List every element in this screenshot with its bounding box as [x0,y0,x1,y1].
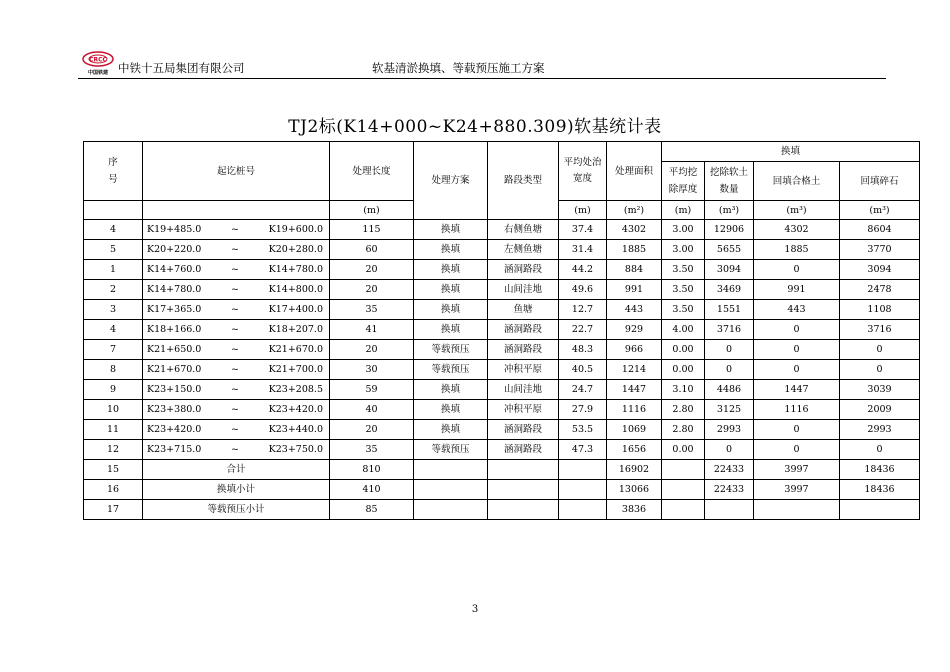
soft-foundation-table [83,141,920,520]
stake-from: K23+420.0 [147,424,202,435]
cell-seq: 4 [84,320,143,340]
cell-method: 等载预压 [414,340,488,360]
cell-method: 换填 [414,380,488,400]
cell-dig-volume [705,500,754,520]
cell-seq: 16 [84,480,143,500]
cell-area: 1656 [607,440,662,460]
cell-fill-gravel: 3039 [840,380,920,400]
stake-range [143,443,329,456]
cell-avg-depth: 2.80 [662,400,705,420]
cell-stake [143,280,330,300]
crcc-logo-icon [80,50,116,76]
cell-road-type [488,460,559,480]
cell-avg-width: 31.4 [559,240,607,260]
stake-to: K21+700.0 [268,364,323,375]
cell-avg-width: 53.5 [559,420,607,440]
cell-fill-gravel: 2993 [840,420,920,440]
cell-fill-gravel: 3716 [840,320,920,340]
cell-seq: 1 [84,260,143,280]
cell-length: 60 [330,240,414,260]
cell-fill-gravel: 18436 [840,480,920,500]
cell-method: 换填 [414,300,488,320]
cell-road-type: 涵洞路段 [488,420,559,440]
stake-tilde: ~ [231,324,239,335]
cell-length: 35 [330,300,414,320]
stake-tilde: ~ [231,284,239,295]
cell-seq: 5 [84,240,143,260]
cell-avg-depth [662,500,705,520]
cell-method [414,460,488,480]
cell-fill-gravel: 8604 [840,220,920,240]
stake-from: K20+220.0 [147,244,202,255]
cell-stake [143,380,330,400]
col-header-dig-volume: 挖除软土 数量 [705,162,754,201]
cell-avg-width [559,460,607,480]
cell-avg-depth [662,480,705,500]
cell-method [414,500,488,520]
company-name: 中铁十五局集团有限公司 [118,61,245,75]
cell-fill-gravel [840,500,920,520]
stake-range [143,243,329,256]
document-title: 软基清淤换填、等载预压施工方案 [372,61,545,75]
cell-fill-gravel: 1108 [840,300,920,320]
cell-fill-soil: 0 [754,340,840,360]
cell-fill-gravel: 3770 [840,240,920,260]
cell-area: 13066 [607,480,662,500]
table-row [84,300,920,320]
cell-fill-soil: 0 [754,320,840,340]
cell-method: 换填 [414,320,488,340]
cell-avg-width: 48.3 [559,340,607,360]
stake-from: K23+715.0 [147,444,202,455]
col-header-fill-gravel: 回填碎石 [840,162,920,201]
cell-dig-volume: 0 [705,340,754,360]
stake-from: K18+166.0 [147,324,202,335]
cell-avg-depth: 0.00 [662,440,705,460]
cell-stake [143,240,330,260]
stake-from: K21+650.0 [147,344,202,355]
stake-to: K14+800.0 [268,284,323,295]
table-row [84,440,920,460]
cell-seq: 2 [84,280,143,300]
cell-method: 换填 [414,220,488,240]
cell-fill-gravel: 2009 [840,400,920,420]
cell-avg-depth: 0.00 [662,360,705,380]
stake-range [143,343,329,356]
stake-from: K14+760.0 [147,264,202,275]
cell-seq: 8 [84,360,143,380]
cell-seq: 11 [84,420,143,440]
cell-area: 1116 [607,400,662,420]
cell-summary-label: 等载预压小计 [143,500,330,520]
unit-dig-volume: (m³) [705,201,754,220]
cell-avg-depth: 3.00 [662,240,705,260]
col-header-replace-group: 换填 [662,142,920,162]
cell-fill-soil: 0 [754,440,840,460]
col-header-fill-soil: 回填合格土 [754,162,840,201]
cell-avg-depth: 4.00 [662,320,705,340]
cell-length: 30 [330,360,414,380]
cell-road-type: 山间洼地 [488,280,559,300]
cell-stake [143,220,330,240]
cell-length: 20 [330,420,414,440]
cell-length: 20 [330,260,414,280]
cell-seq: 17 [84,500,143,520]
cell-dig-volume: 3094 [705,260,754,280]
cell-length: 85 [330,500,414,520]
cell-road-type: 涵洞路段 [488,340,559,360]
summary-row [84,500,920,520]
logo-subtext: 中国铁建 [87,70,109,76]
cell-avg-width [559,500,607,520]
cell-fill-gravel: 0 [840,360,920,380]
cell-dig-volume: 0 [705,360,754,380]
stake-tilde: ~ [231,244,239,255]
cell-seq: 7 [84,340,143,360]
stake-range [143,223,329,236]
unit-avg-depth: (m) [662,201,705,220]
cell-length: 59 [330,380,414,400]
stake-tilde: ~ [231,424,239,435]
col-header-area: 处理面积 [607,142,662,201]
cell-fill-soil: 1116 [754,400,840,420]
cell-fill-soil: 443 [754,300,840,320]
cell-avg-depth: 3.50 [662,300,705,320]
cell-area: 884 [607,260,662,280]
stake-range [143,383,329,396]
stake-to: K18+207.0 [268,324,323,335]
cell-avg-width: 27.9 [559,400,607,420]
cell-area: 1447 [607,380,662,400]
stake-range [143,303,329,316]
col-header-stake: 起讫桩号 [143,142,330,201]
cell-area: 991 [607,280,662,300]
cell-method: 换填 [414,400,488,420]
cell-road-type: 冲积平原 [488,400,559,420]
stake-to: K23+420.0 [268,404,323,415]
cell-avg-width: 37.4 [559,220,607,240]
stake-from: K19+485.0 [147,224,202,235]
cell-seq: 4 [84,220,143,240]
cell-road-type: 涵洞路段 [488,260,559,280]
stake-from: K23+150.0 [147,384,202,395]
cell-seq: 12 [84,440,143,460]
cell-road-type: 右侧鱼塘 [488,220,559,240]
cell-length: 115 [330,220,414,240]
cell-stake [143,360,330,380]
page-number: 3 [471,604,479,615]
cell-dig-volume: 5655 [705,240,754,260]
cell-area: 929 [607,320,662,340]
logo-text: CRCC [89,56,107,64]
cell-area: 1885 [607,240,662,260]
cell-area: 443 [607,300,662,320]
cell-area: 1069 [607,420,662,440]
stake-to: K14+780.0 [268,264,323,275]
table-row [84,320,920,340]
cell-avg-depth: 0.00 [662,340,705,360]
cell-dig-volume: 3125 [705,400,754,420]
table-row [84,380,920,400]
cell-length: 410 [330,480,414,500]
cell-method: 换填 [414,240,488,260]
table-row [84,420,920,440]
cell-avg-width: 24.7 [559,380,607,400]
stake-range [143,423,329,436]
cell-stake [143,260,330,280]
cell-fill-soil: 991 [754,280,840,300]
cell-seq: 9 [84,380,143,400]
cell-seq: 10 [84,400,143,420]
cell-dig-volume: 12906 [705,220,754,240]
cell-dig-volume: 1551 [705,300,754,320]
cell-dig-volume: 0 [705,440,754,460]
cell-fill-soil: 1885 [754,240,840,260]
stake-range [143,283,329,296]
table-row [84,280,920,300]
header-divider [78,78,886,79]
cell-avg-width [559,480,607,500]
summary-row [84,460,920,480]
cell-fill-soil: 0 [754,260,840,280]
cell-length: 20 [330,280,414,300]
stake-to: K20+280.0 [268,244,323,255]
cell-road-type: 涵洞路段 [488,440,559,460]
table-row [84,400,920,420]
cell-dig-volume: 3469 [705,280,754,300]
stake-from: K21+670.0 [147,364,202,375]
cell-method: 换填 [414,260,488,280]
cell-fill-gravel: 0 [840,440,920,460]
cell-dig-volume: 3716 [705,320,754,340]
cell-stake [143,440,330,460]
stake-to: K19+600.0 [268,224,323,235]
cell-road-type [488,480,559,500]
unit-avg-width: (m) [559,201,607,220]
cell-method: 换填 [414,280,488,300]
cell-avg-depth: 2.80 [662,420,705,440]
table-row [84,260,920,280]
cell-avg-width: 40.5 [559,360,607,380]
stake-tilde: ~ [231,384,239,395]
cell-fill-gravel: 2478 [840,280,920,300]
stake-to: K23+440.0 [268,424,323,435]
page-header [78,48,878,78]
cell-avg-depth: 3.00 [662,220,705,240]
table-row [84,220,920,240]
cell-method: 等载预压 [414,360,488,380]
stake-from: K17+365.0 [147,304,202,315]
cell-dig-volume: 2993 [705,420,754,440]
stake-range [143,403,329,416]
cell-fill-gravel: 0 [840,340,920,360]
cell-fill-gravel: 18436 [840,460,920,480]
cell-road-type: 冲积平原 [488,360,559,380]
stake-to: K23+208.5 [268,384,323,395]
cell-avg-depth: 3.50 [662,280,705,300]
cell-area: 1214 [607,360,662,380]
cell-fill-soil: 3997 [754,480,840,500]
cell-area: 4302 [607,220,662,240]
cell-length: 40 [330,400,414,420]
stake-range [143,263,329,276]
cell-fill-soil: 3997 [754,460,840,480]
cell-fill-soil [754,500,840,520]
cell-fill-soil: 4302 [754,220,840,240]
cell-seq: 15 [84,460,143,480]
cell-road-type: 山间洼地 [488,380,559,400]
cell-dig-volume: 4486 [705,380,754,400]
col-header-method: 处理方案 [414,142,488,220]
summary-row [84,480,920,500]
cell-fill-soil: 1447 [754,380,840,400]
stake-tilde: ~ [231,224,239,235]
cell-fill-soil: 0 [754,360,840,380]
stake-tilde: ~ [231,444,239,455]
unit-fill-gravel: (m³) [840,201,920,220]
table-title: TJ2标(K14+000~K24+880.309)软基统计表 [288,117,662,137]
stake-to: K23+750.0 [268,444,323,455]
cell-avg-width: 49.6 [559,280,607,300]
stake-tilde: ~ [231,264,239,275]
table-row [84,360,920,380]
cell-area: 3836 [607,500,662,520]
cell-avg-depth: 3.50 [662,260,705,280]
cell-fill-soil: 0 [754,420,840,440]
stake-to: K21+670.0 [268,344,323,355]
cell-road-type [488,500,559,520]
stake-tilde: ~ [231,364,239,375]
cell-length: 20 [330,340,414,360]
cell-dig-volume: 22433 [705,480,754,500]
stake-range [143,323,329,336]
cell-summary-label: 合计 [143,460,330,480]
cell-stake [143,300,330,320]
cell-summary-label: 换填小计 [143,480,330,500]
stake-range [143,363,329,376]
col-header-seq: 序 号 [84,142,143,201]
cell-length: 41 [330,320,414,340]
cell-seq: 3 [84,300,143,320]
stake-to: K17+400.0 [268,304,323,315]
stake-tilde: ~ [231,304,239,315]
cell-method: 换填 [414,420,488,440]
cell-avg-width: 44.2 [559,260,607,280]
cell-fill-gravel: 3094 [840,260,920,280]
cell-area: 966 [607,340,662,360]
cell-stake [143,320,330,340]
cell-dig-volume: 22433 [705,460,754,480]
unit-length: (m) [330,201,414,220]
table-row [84,240,920,260]
cell-method [414,480,488,500]
cell-avg-width: 12.7 [559,300,607,320]
cell-road-type: 鱼塘 [488,300,559,320]
col-header-avg-width: 平均处治 宽度 [559,142,607,201]
stake-tilde: ~ [231,344,239,355]
unit-seq [84,201,143,220]
table-row [84,340,920,360]
cell-method: 等载预压 [414,440,488,460]
unit-area: (m²) [607,201,662,220]
cell-road-type: 左侧鱼塘 [488,240,559,260]
cell-avg-depth [662,460,705,480]
col-header-road-type: 路段类型 [488,142,559,220]
cell-stake [143,400,330,420]
unit-stake [143,201,330,220]
cell-length: 35 [330,440,414,460]
cell-road-type: 涵洞路段 [488,320,559,340]
cell-avg-width: 22.7 [559,320,607,340]
col-header-avg-depth: 平均挖 除厚度 [662,162,705,201]
cell-avg-width: 47.3 [559,440,607,460]
stake-from: K23+380.0 [147,404,202,415]
cell-area: 16902 [607,460,662,480]
col-header-length: 处理长度 [330,142,414,201]
cell-stake [143,420,330,440]
cell-stake [143,340,330,360]
cell-avg-depth: 3.10 [662,380,705,400]
stake-from: K14+780.0 [147,284,202,295]
stake-tilde: ~ [231,404,239,415]
unit-fill-soil: (m³) [754,201,840,220]
cell-length: 810 [330,460,414,480]
